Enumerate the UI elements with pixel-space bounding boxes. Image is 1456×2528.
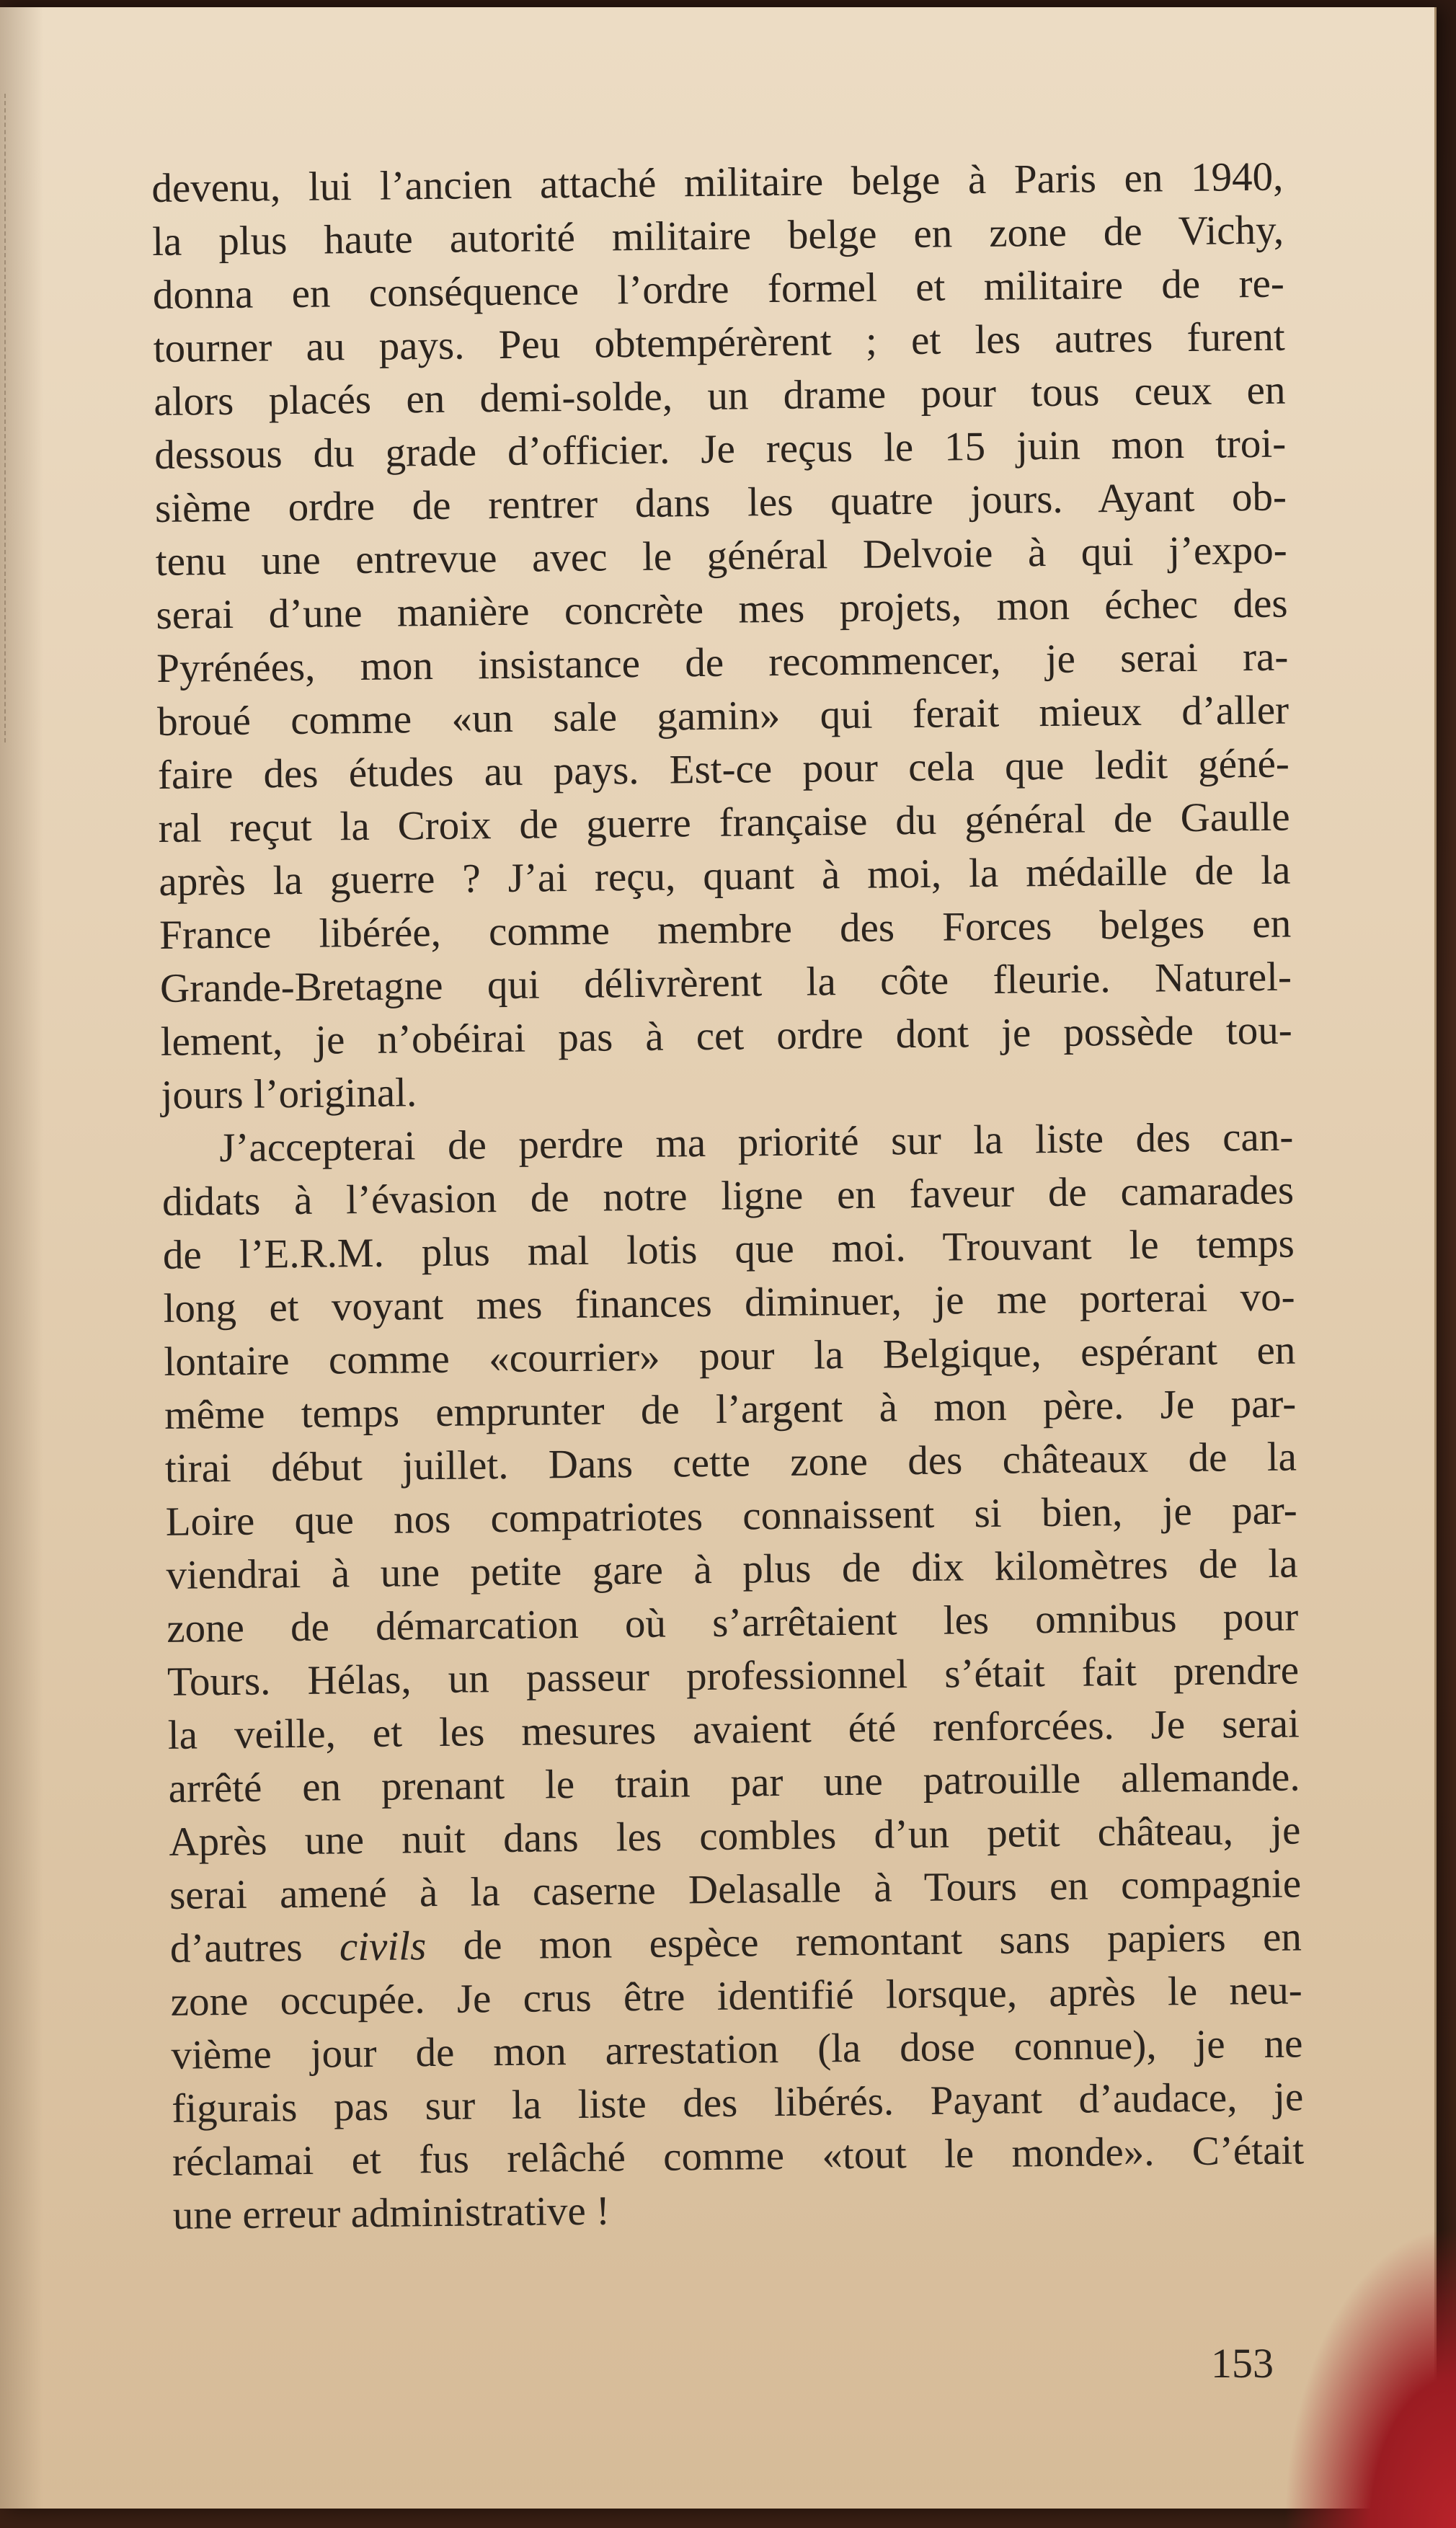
text-line: dessous du grade d’officier. Je reçus le 15 juin mon troi- (154, 420, 1287, 478)
text-line: serai d’une manière concrète mes projets, mon échec des (156, 580, 1288, 638)
text-line: J’accepterai de perdre ma priorité sur la liste des can- (218, 1114, 1294, 1171)
text-line: viendrai à une petite gare à plus de dix kilomètres de la (166, 1540, 1298, 1598)
text-line: vième jour de mon arrestation (la dose connue), je ne (171, 2021, 1303, 2078)
text-line: sième ordre de rentrer dans les quatre jours. Ayant ob- (154, 474, 1287, 531)
text-line: Après une nuit dans les combles d’un petit château, je (169, 1807, 1301, 1865)
text-line: donna en conséquence l’ordre formel et militaire de re- (152, 260, 1285, 318)
text-line: serai amené à la caserne Delasalle à Tours en compagnie (169, 1860, 1302, 1918)
text-line: devenu, lui l’ancien attaché militaire belge à Paris en 1940, (151, 154, 1284, 211)
text-line: figurais pas sur la liste des libérés. Payant d’audace, je (171, 2074, 1304, 2132)
text-line: lontaire comme «courrier» pour la Belgique, espérant en (164, 1327, 1296, 1385)
text-line: après la guerre ? J’ai reçu, quant à moi, la médaille de la (159, 847, 1291, 905)
text-line: Tours. Hélas, un passeur professionnel s’était fait prendre (167, 1647, 1300, 1705)
text-line: didats à l’évasion de notre ligne en faveur de camarades (161, 1167, 1295, 1225)
text-line: zone occupée. Je crus être identifié lorsque, après le neu- (170, 1967, 1302, 2025)
text-line: lement, je n’obéirai pas à cet ordre dont je possède tou- (160, 1007, 1293, 1065)
text-line: France libérée, comme membre des Forces belges en (159, 900, 1292, 958)
text-line: arrêté en prenant le train par une patrouille allemande. (168, 1754, 1300, 1811)
text-line: tenu une entrevue avec le général Delvoie à qui j’expo- (155, 527, 1288, 585)
text-line: tourner au pays. Peu obtempérèrent ; et les autres furent (153, 314, 1285, 371)
text-line: de l’E.R.M. plus mal lotis que moi. Trouvant le temps (162, 1220, 1295, 1278)
text-line: ral reçut la Croix de guerre française du général de Gaulle (158, 794, 1290, 851)
text-line: alors placés en demi-solde, un drame pour tous ceux en (154, 367, 1286, 425)
text-line: réclamai et fus relâché comme «tout le monde». C’était (172, 2127, 1305, 2185)
text-line: Grande-Bretagne qui délivrèrent la côte fleurie. Naturel- (159, 954, 1292, 1011)
red-corner-object (1283, 2225, 1456, 2528)
page-binding-edge (4, 94, 9, 742)
text-line: même temps emprunter de l’argent à mon père. Je par- (164, 1380, 1297, 1438)
italic-word: civils (339, 1923, 427, 1970)
text-line: la plus haute autorité militaire belge en zone de Vichy, (151, 207, 1284, 265)
book-page (0, 7, 1437, 2509)
text-line: Loire que nos compatriotes connaissent si bien, je par- (165, 1487, 1297, 1545)
text-line: faire des études au pays. Est-ce pour cela que ledit géné- (157, 740, 1290, 798)
body-text (151, 151, 1305, 2243)
text-line: jours l’original. (161, 1070, 417, 1118)
page-number: 153 (1211, 2340, 1274, 2387)
text-line: la veille, et les mesures avaient été renforcées. Je serai (167, 1700, 1300, 1758)
text-segment: de mon espèce remontant sans papiers en (425, 1914, 1302, 1969)
text-line: tirai début juillet. Dans cette zone des châteaux de la (164, 1434, 1297, 1491)
text-line: une erreur administrative ! (172, 2188, 611, 2238)
text-line: long et voyant mes finances diminuer, je me porterai vo- (163, 1274, 1295, 1331)
text-line: broué comme «un sale gamin» qui ferait mieux d’aller (156, 687, 1289, 745)
text-line: Pyrénées, mon insistance de recommencer, je serai ra- (156, 634, 1289, 691)
text-segment: d’autres (169, 1924, 340, 1972)
text-line: zone de démarcation où s’arrêtaient les omnibus pour (166, 1594, 1299, 1651)
